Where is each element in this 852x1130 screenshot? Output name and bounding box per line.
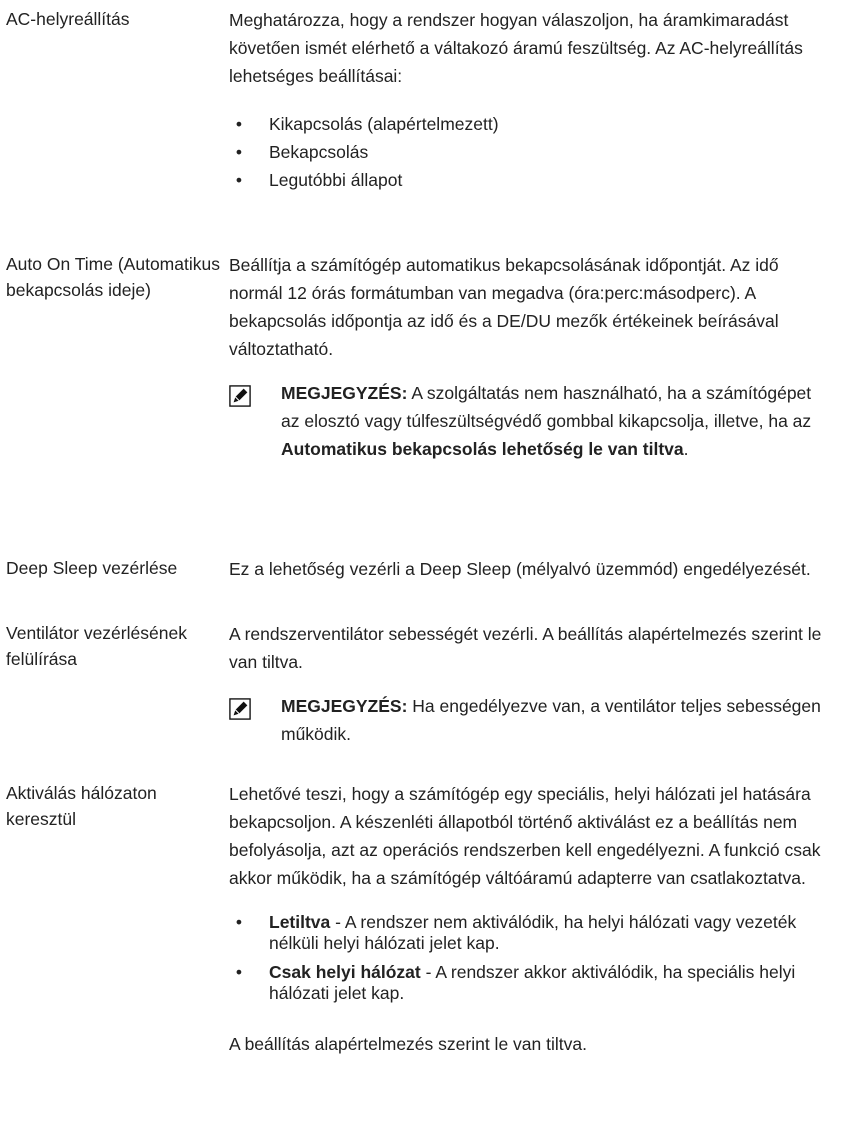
setting-description <box>229 251 829 463</box>
description-text: Ez a lehetőség vezérli a Deep Sleep (mélyalvó üzemmód) engedélyezését. <box>229 559 811 579</box>
bullet-icon: • <box>235 962 243 982</box>
footer-text: A beállítás alapértelmezés szerint le van tiltva. <box>229 1034 587 1054</box>
list-item <box>229 138 829 166</box>
bullet-icon: • <box>235 142 243 162</box>
description-text: Meghatározza, hogy a rendszer hogyan válaszoljon, ha áramkimaradást követően ismét elérhető a váltakozó áramú feszültség. Az AC-helyreállítás lehetséges beállításai: <box>229 10 803 86</box>
note-label: MEGJEGYZÉS: <box>281 383 408 403</box>
bullet-icon: • <box>235 170 243 190</box>
note-emphasis: Automatikus bekapcsolás lehetőség le van tiltva <box>281 439 684 459</box>
list-item-text: Bekapcsolás <box>269 142 369 162</box>
note-text <box>281 383 811 459</box>
list-item-label: Csak helyi hálózat <box>269 962 421 982</box>
list-item-text: - A rendszer akkor aktiválódik, ha speciális helyi hálózati jelet kap. <box>269 962 796 1003</box>
list-item-text: Legutóbbi állapot <box>269 170 403 190</box>
option-list <box>229 110 829 194</box>
bullet-icon: • <box>235 912 243 932</box>
note-block <box>229 379 829 463</box>
setting-description <box>229 620 829 748</box>
note-text <box>281 696 821 744</box>
note-block <box>229 692 829 748</box>
setting-term: AC-helyreállítás <box>6 9 130 29</box>
description-text: Lehetővé teszi, hogy a számítógép egy speciális, helyi hálózati jel hatására bekapcsoljon. A készenléti állapotból történő aktiválást ez a beállítás nem befolyásolja, azt az operációs rendszerben kell engedélyezni. A funkció csak akkor működik, ha a számítógép váltóáramú adapterre van csatlakoztatva. <box>229 784 821 888</box>
list-item <box>229 912 829 954</box>
description-text: Beállítja a számítógép automatikus bekapcsolásának időpontját. Az idő normál 12 órás formátumban van megadva (óra:perc:másodperc). A bekapcsolás időpontja az idő és a DE/DU mezők értékeinek beírásával változtatható. <box>229 255 779 359</box>
setting-description <box>229 780 829 1058</box>
list-item-text: Kikapcsolás (alapértelmezett) <box>269 114 499 134</box>
option-list <box>229 912 829 1004</box>
note-body: A szolgáltatás nem használható, ha a számítógépet az elosztó vagy túlfeszültségvédő gombbal kikapcsolja, illetve, ha az <box>281 383 812 431</box>
setting-term: Aktiválás hálózaton keresztül <box>6 783 157 829</box>
bullet-icon: • <box>235 114 243 134</box>
list-item <box>229 962 829 1004</box>
setting-description <box>229 555 829 583</box>
note-label: MEGJEGYZÉS: <box>281 696 408 716</box>
setting-term: Auto On Time (Automatikus bekapcsolás ideje) <box>6 254 220 300</box>
note-pencil-icon <box>229 385 251 407</box>
list-item-text: - A rendszer nem aktiválódik, ha helyi hálózati vagy vezeték nélküli helyi hálózati jelet kap. <box>269 912 797 953</box>
list-item <box>229 166 829 194</box>
setting-description <box>229 6 829 194</box>
list-item <box>229 110 829 138</box>
setting-term: Ventilátor vezérlésének felülírása <box>6 623 187 669</box>
list-item-label: Letiltva <box>269 912 331 932</box>
note-pencil-icon <box>229 698 251 720</box>
description-text: A rendszerventilátor sebességét vezérli. A beállítás alapértelmezés szerint le van tiltva. <box>229 624 822 672</box>
setting-term: Deep Sleep vezérlése <box>6 558 178 578</box>
note-body: Ha engedélyezve van, a ventilátor teljes sebességen működik. <box>281 696 821 744</box>
note-end: . <box>683 439 689 459</box>
